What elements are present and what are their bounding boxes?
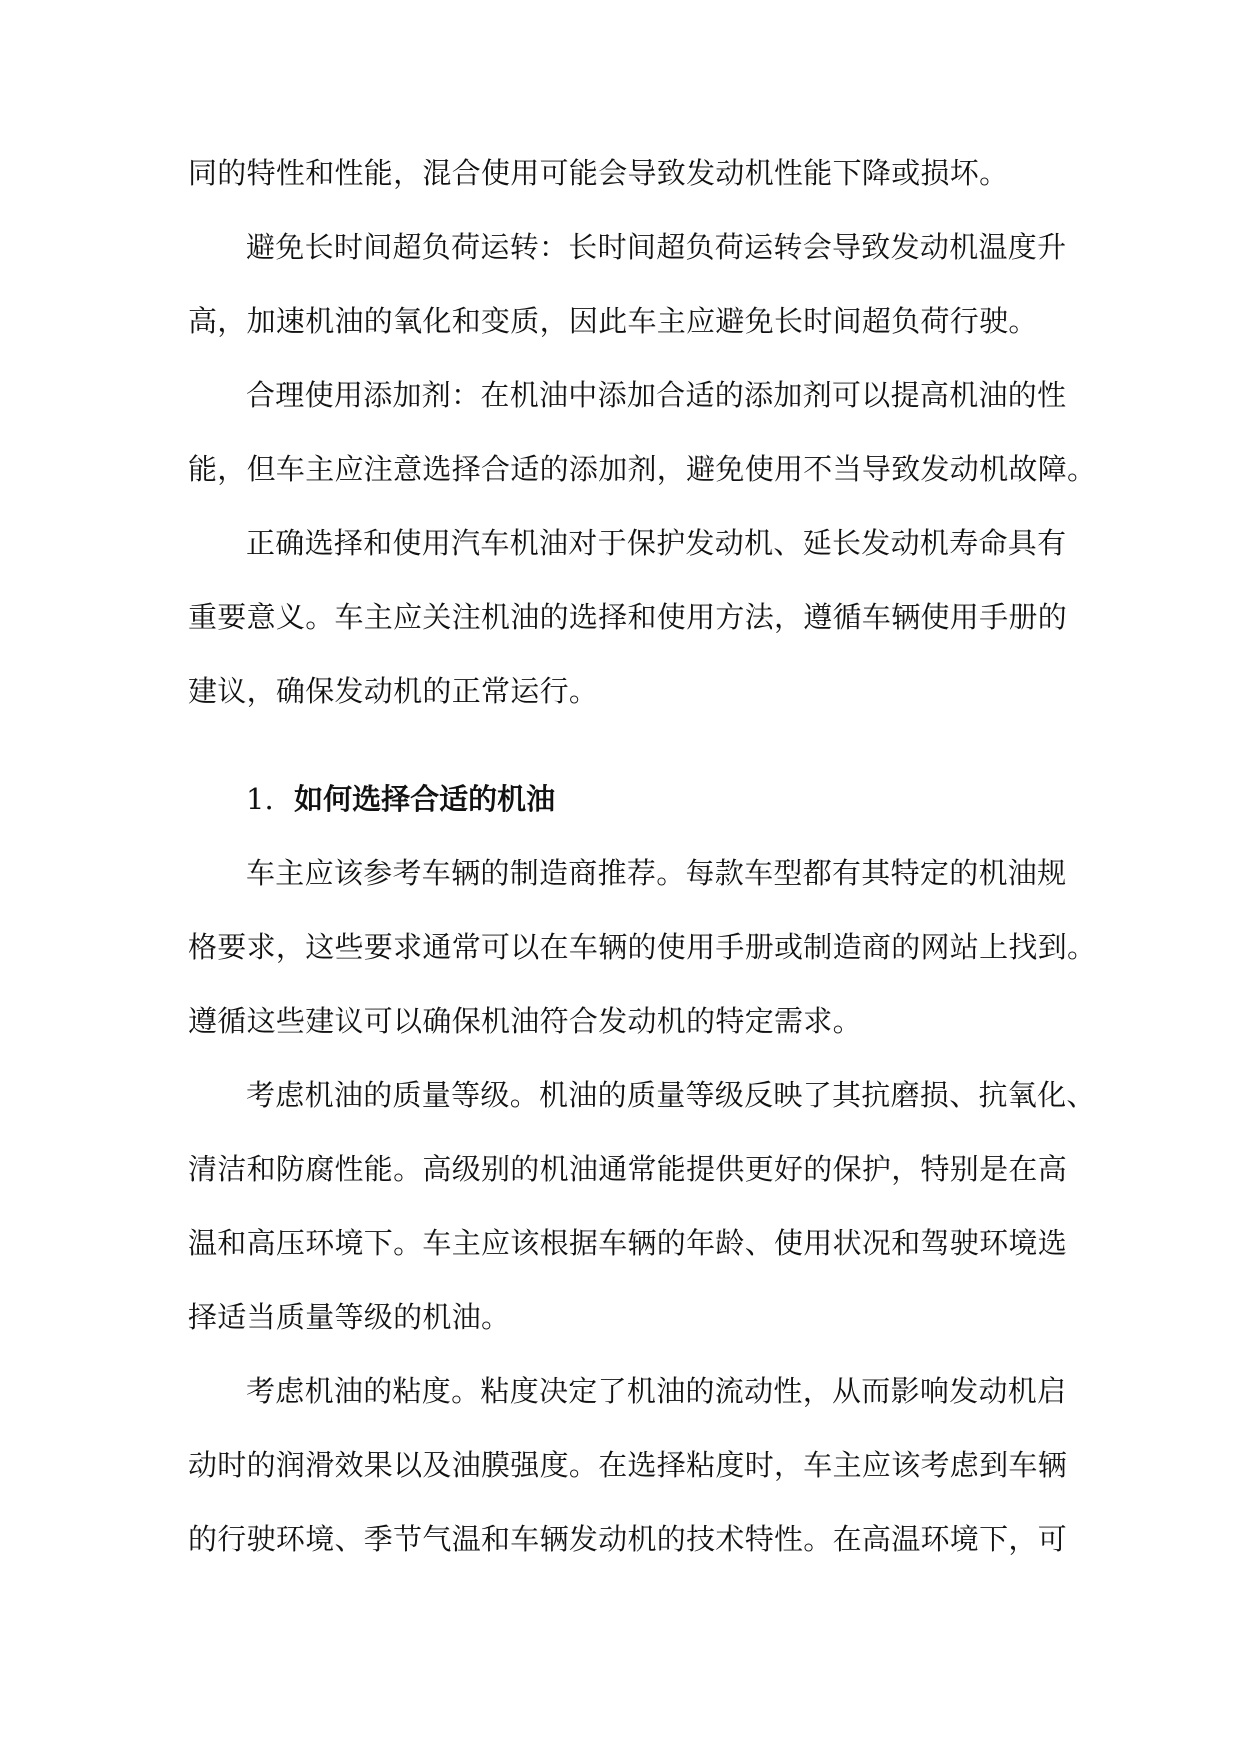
text-line: 合理使用添加剂：在机油中添加合适的添加剂可以提高机油的性 <box>246 378 1067 412</box>
paragraph <box>188 1361 1068 1583</box>
text-line: 正确选择和使用汽车机油对于保护发动机、延长发动机寿命具有 <box>246 526 1067 560</box>
paragraph <box>188 217 1067 365</box>
body-text-after <box>188 843 1097 1583</box>
paragraph <box>188 513 1068 735</box>
section-heading <box>188 769 1056 843</box>
body-text-before <box>188 143 1097 735</box>
text-line: 择适当质量等级的机油。 <box>188 1300 511 1334</box>
text-line: 考虑机油的粘度。粘度决定了机油的流动性，从而影响发动机启 <box>246 1374 1067 1408</box>
text-line: 动时的润滑效果以及油膜强度。在选择粘度时，车主应该考虑到车辆 <box>188 1448 1068 1482</box>
section-number: 1. <box>246 782 274 816</box>
document-page <box>188 143 1097 1583</box>
section-title: 如何选择合适的机油 <box>294 782 556 816</box>
text-line: 重要意义。车主应关注机油的选择和使用方法，遵循车辆使用手册的 <box>188 600 1068 634</box>
paragraph <box>188 1065 1096 1361</box>
text-line: 建议，确保发动机的正常运行。 <box>188 674 599 708</box>
paragraph <box>188 843 1097 1065</box>
text-line: 避免长时间超负荷运转：长时间超负荷运转会导致发动机温度升 <box>246 230 1067 264</box>
text-line: 高，加速机油的氧化和变质，因此车主应避免长时间超负荷行驶。 <box>188 304 1038 338</box>
text-line: 格要求，这些要求通常可以在车辆的使用手册或制造商的网站上找到。 <box>188 930 1097 964</box>
text-line: 温和高压环境下。车主应该根据车辆的年龄、使用状况和驾驶环境选 <box>188 1226 1068 1260</box>
text-line: 同的特性和性能，混合使用可能会导致发动机性能下降或损坏。 <box>188 156 1009 190</box>
text-line: 清洁和防腐性能。高级别的机油通常能提供更好的保护，特别是在高 <box>188 1152 1068 1186</box>
paragraph <box>188 365 1097 513</box>
text-line: 车主应该参考车辆的制造商推荐。每款车型都有其特定的机油规 <box>246 856 1067 890</box>
text-line: 的行驶环境、季节气温和车辆发动机的技术特性。在高温环境下，可 <box>188 1522 1068 1556</box>
text-line: 遵循这些建议可以确保机油符合发动机的特定需求。 <box>188 1004 862 1038</box>
text-line: 能，但车主应注意选择合适的添加剂，避免使用不当导致发动机故障。 <box>188 452 1097 486</box>
text-line: 考虑机油的质量等级。机油的质量等级反映了其抗磨损、抗氧化、 <box>246 1078 1096 1112</box>
paragraph <box>188 143 1056 217</box>
